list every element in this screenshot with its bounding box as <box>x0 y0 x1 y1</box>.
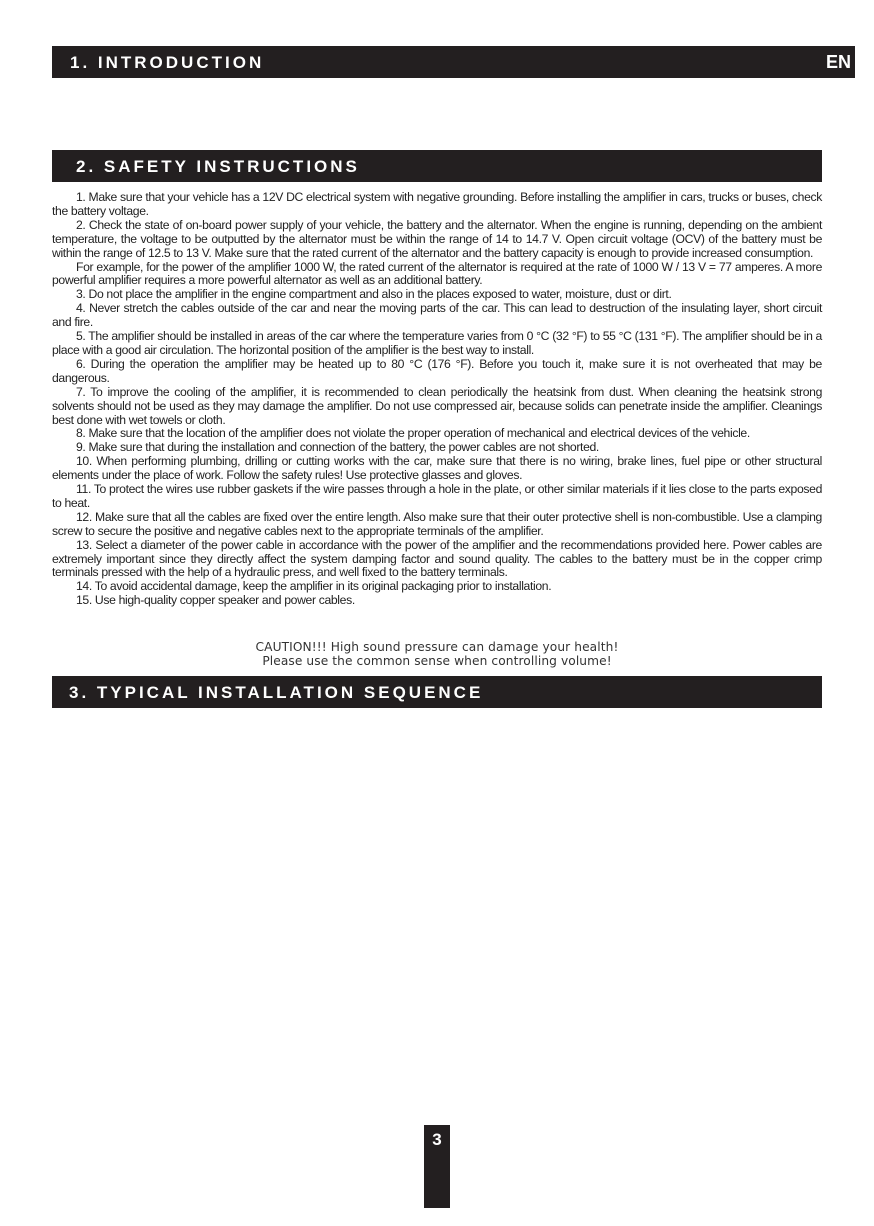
section-title-introduction: 1. INTRODUCTION <box>70 53 265 72</box>
safety-paragraph: 12. Make sure that all the cables are fixed over the entire length. Also make sure that their outer protective shell is non-combustible. Use a clamping screw to secure the positive and negative cables next to the appropriate terminals of the amplifier. <box>52 509 822 538</box>
section-header-introduction <box>52 46 855 78</box>
safety-instructions-body <box>52 191 822 608</box>
section-header-installation <box>52 676 822 708</box>
safety-paragraph: 1. Make sure that your vehicle has a 12V DC electrical system with negative grounding. Before installing the amplifier in cars, trucks or buses, check the battery voltage. <box>52 190 822 218</box>
page-number-label: 3 <box>432 1130 442 1149</box>
safety-paragraph: 13. Select a diameter of the power cable in accordance with the power of the amplifier and the recommendations provided here. Power cables are extremely important since they directly affect the system damping factor and sound quality. The cables to the battery must be in the copper crimp terminals pressed with the help of a hydraulic press, and well fixed to the battery terminals. <box>52 537 822 580</box>
safety-paragraph: 5. The amplifier should be installed in areas of the car where the temperature varies from 0 °C (32 °F) to 55 °C (131 °F). The amplifier should be in a place with a good air circulation. The horizontal position of the amplifier is the best way to install. <box>52 329 822 357</box>
safety-paragraph: 2. Check the state of on-board power supply of your vehicle, the battery and the alternator. When the engine is running, depending on the ambient temperature, the voltage to be outputted by the alternator must be within the range of 14 to 14.7 V. Open circuit voltage (OCV) of the battery must be within the range of 12.5 to 13 V. Make sure that the rated current of the alternator and the battery capacity is enough to provide increased consumption. <box>52 217 822 260</box>
safety-paragraph: 4. Never stretch the cables outside of the car and near the moving parts of the car. This can lead to destruction of the insulating layer, short circuit and fire. <box>52 301 822 330</box>
safety-paragraph: For example, for the power of the amplifier 1000 W, the rated current of the alternator is required at the rate of 1000 W / 13 V = 77 amperes. A more powerful amplifier requires a more powerful alternator as well as an additional battery. <box>52 259 822 288</box>
caution-notice <box>52 640 822 668</box>
page-number <box>424 1125 450 1208</box>
section-title-safety: 2. SAFETY INSTRUCTIONS <box>76 157 360 176</box>
language-label: EN <box>825 52 851 72</box>
safety-paragraph: 7. To improve the cooling of the amplifier, it is recommended to clean periodically the heatsink from dust. When cleaning the heatsink strong solvents should not be used as they may damage the amplifier. Do not use compressed air, because solids can penetrate inside the amplifier. Cleanings best done with wet towels or cloth. <box>52 384 822 427</box>
safety-paragraph: 6. During the operation the amplifier may be heated up to 80 °C (176 °F). Before you touch it, make sure it is not overheated that may be dangerous. <box>52 356 822 385</box>
safety-paragraph: 14. To avoid accidental damage, keep the amplifier in its original packaging prior to installation. <box>76 579 552 594</box>
safety-paragraph: 3. Do not place the amplifier in the engine compartment and also in the places exposed to water, moisture, dust or dirt. <box>76 287 672 302</box>
safety-paragraph: 10. When performing plumbing, drilling or cutting works with the car, make sure that there is no wiring, brake lines, fuel pipe or other structural elements under the place of work. Follow the safety rules! Use protective glasses and gloves. <box>52 454 822 483</box>
section-header-safety <box>52 150 822 182</box>
safety-paragraph: 9. Make sure that during the installation and connection of the battery, the power cables are not shorted. <box>76 440 599 455</box>
caution-line-2: Please use the common sense when controlling volume! <box>262 654 612 668</box>
safety-paragraph: 8. Make sure that the location of the amplifier does not violate the proper operation of mechanical and electrical devices of the vehicle. <box>76 426 750 441</box>
section-title-installation: 3. TYPICAL INSTALLATION SEQUENCE <box>69 683 484 702</box>
safety-paragraph: 11. To protect the wires use rubber gaskets if the wire passes through a hole in the plate, or other similar materials if it lies close to the parts exposed to heat. <box>52 482 822 510</box>
safety-paragraph: 15. Use high-quality copper speaker and power cables. <box>76 593 355 608</box>
caution-line-1: CAUTION!!! High sound pressure can damage your health! <box>255 640 619 654</box>
